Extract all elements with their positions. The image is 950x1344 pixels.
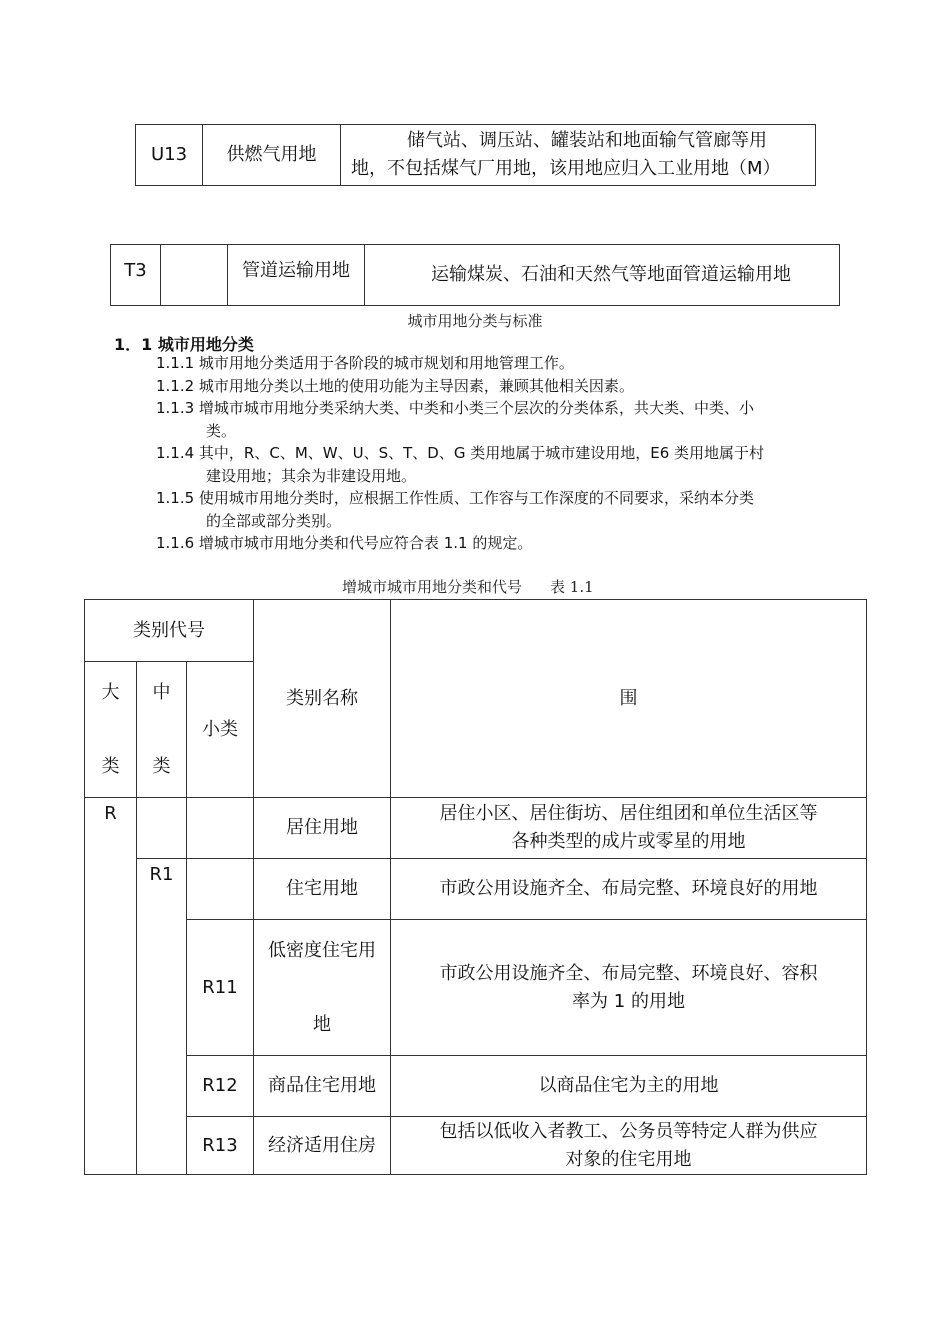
clause-1-1-4: 1.1.4 其中，R、C、M、W、U、S、T、D、G 类用地属于城市建设用地，E6 类用地属于村 建设用地；其余为非建设用地。 <box>156 444 765 485</box>
category-name: 居住用地 <box>254 798 391 859</box>
clause-1-1-1: 1.1.1 城市用地分类适用于各阶段的城市规划和用地管理工作。 <box>156 354 574 372</box>
minor-code-empty <box>187 798 254 859</box>
medium-code-empty <box>137 798 187 859</box>
category-name: 商品住宅用地 <box>254 1056 391 1117</box>
header-minor-class: 小类 <box>187 662 254 798</box>
t3-empty-cell <box>161 245 228 306</box>
clause-1-1-6: 1.1.6 增城市城市用地分类和代号应符合表 1.1 的规定。 <box>156 534 533 552</box>
major-code-r: R <box>85 798 137 1175</box>
category-description: 居住小区、居住街坊、居住组团和单位生活区等 各种类型的成片或零星的用地 <box>391 798 867 859</box>
category-description: 包括以低收入者教工、公务员等特定人群为供应 对象的住宅用地 <box>391 1117 867 1175</box>
u13-desc-line1: 储气站、调压站、罐装站和地面输气管廊等用 <box>407 130 767 151</box>
t3-description: 运输煤炭、石油和天然气等地面管道运输用地 <box>365 245 840 306</box>
header-category-code: 类别代号 <box>85 600 254 662</box>
minor-code: R12 <box>187 1056 254 1117</box>
category-name: 经济适用住房 <box>254 1117 391 1175</box>
category-name: 低密度住宅用 地 <box>254 920 391 1056</box>
medium-code-r1: R1 <box>137 859 187 1175</box>
minor-code-empty <box>187 859 254 920</box>
t3-table <box>110 244 840 306</box>
section-caption: 城市用地分类与标准 <box>407 312 543 330</box>
u13-code: U13 <box>136 125 203 186</box>
table-row <box>85 1056 867 1117</box>
clause-1-1-5: 1.1.5 使用城市用地分类时，应根据工作性质、工作容与工作深度的不同要求，采纳本分类 的全部或部分类别。 <box>156 489 754 530</box>
u13-description <box>341 125 816 186</box>
header-category-name: 类别名称 <box>254 600 391 798</box>
table-row <box>85 798 867 859</box>
clause-list <box>156 352 846 555</box>
u13-desc-line2: 地，不包括煤气厂用地，该用地应归入工业用地（M） <box>351 158 781 179</box>
category-name: 住宅用地 <box>254 859 391 920</box>
table-caption <box>342 576 594 597</box>
t3-code: T3 <box>111 245 161 306</box>
header-medium-class: 中 类 <box>137 662 187 798</box>
category-description: 市政公用设施齐全、布局完整、环境良好的用地 <box>391 859 867 920</box>
u13-table <box>135 124 816 186</box>
header-major-class: 大 类 <box>85 662 137 798</box>
header-scope: 围 <box>391 600 867 798</box>
section-heading: 1．1 城市用地分类 <box>114 335 254 354</box>
clause-1-1-3: 1.1.3 增城市城市用地分类采纳大类、中类和小类三个层次的分类体系，共大类、中类、小 类。 <box>156 399 754 440</box>
table-caption-title: 增城市城市用地分类和代号 <box>342 578 523 596</box>
table-row <box>85 859 867 920</box>
category-description: 以商品住宅为主的用地 <box>391 1056 867 1117</box>
minor-code: R13 <box>187 1117 254 1175</box>
land-use-table <box>84 599 867 1175</box>
table-caption-number: 表 1.1 <box>550 578 594 596</box>
t3-name: 管道运输用地 <box>228 245 365 306</box>
table-row <box>85 920 867 1056</box>
category-description: 市政公用设施齐全、布局完整、环境良好、容积 率为 1 的用地 <box>391 920 867 1056</box>
u13-name: 供燃气用地 <box>203 125 341 186</box>
clause-1-1-2: 1.1.2 城市用地分类以土地的使用功能为主导因素，兼顾其他相关因素。 <box>156 376 634 395</box>
table-row <box>85 1117 867 1175</box>
minor-code: R11 <box>187 920 254 1056</box>
